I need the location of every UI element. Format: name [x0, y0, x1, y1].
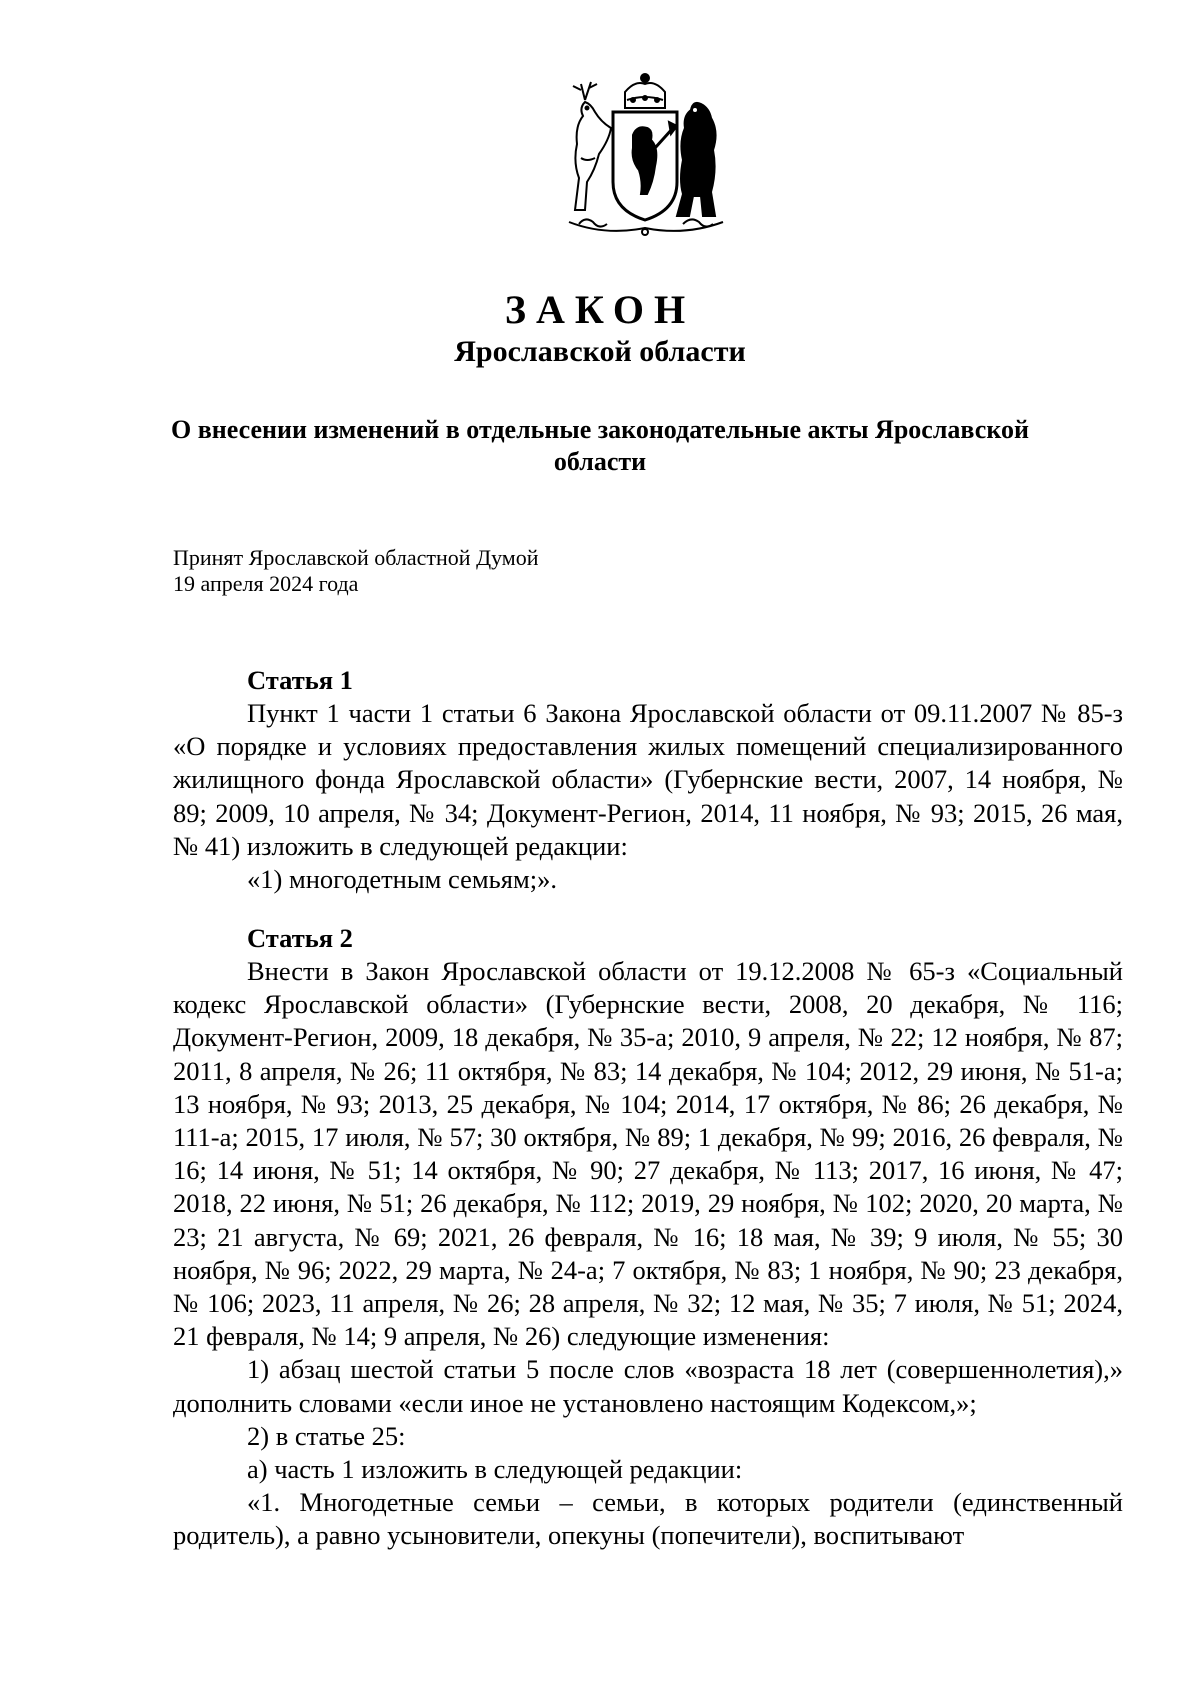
article-paragraph: 1) абзац шестой статьи 5 после слов «возраста 18 лет (совершеннолетия),» дополнить словами «если иное не установлено настоящим Кодексом,»;	[173, 1354, 1123, 1418]
article-paragraph: «1) многодетным семьям;».	[247, 864, 557, 895]
article-heading: Статья 1	[247, 665, 353, 695]
article-paragraph: «1. Многодетные семьи – семьи, в которых родители (единственный родитель), а равно усыновители, опекуны (попечители), воспитывают	[173, 1487, 1123, 1551]
coat-of-arms-icon	[555, 70, 735, 242]
article-paragraph: Пункт 1 части 1 статьи 6 Закона Ярославской области от 09.11.2007 № 85-з «О порядке и условиях предоставления жилых помещений специализированного жилищного фонда Ярославской области» (Губернские вести, 2007, 14 ноября, № 89; 2009, 10 апреля, № 34; Документ-Регион, 2014, 11 ноября, № 93; 2015, 26 мая, № 41) изложить в следующей редакции:	[173, 698, 1123, 861]
adoption-body: Принят Ярославской областной Думой	[173, 545, 539, 570]
article-1	[173, 664, 1123, 896]
adoption-date: 19 апреля 2024 года	[173, 571, 359, 596]
article-paragraph: 2) в статье 25:	[247, 1420, 406, 1451]
article-paragraph: Внести в Закон Ярославской области от 19.12.2008 № 65-з «Социальный кодекс Ярославской области» (Губернские вести, 2008, 20 декабря, № 116; Документ-Регион, 2009, 18 декабря, № 35-а; 2010, 9 апреля, № 22; 12 ноября, № 87; 2011, 8 апреля, № 26; 11 октября, № 83; 14 декабря, № 104; 2012, 29 июня, № 51-а; 13 ноября, № 93; 2013, 25 декабря, № 104; 2014, 17 октября, № 86; 26 декабря, № 111-а; 2015, 17 июля, № 57; 30 октября, № 89; 1 декабря, № 99; 2016, 26 февраля, № 16; 14 июня, № 51; 14 октября, № 90; 27 декабря, № 113; 2017, 16 июня, № 47; 2018, 22 июня, № 51; 26 декабря, № 112; 2019, 29 ноября, № 102; 2020, 20 марта, № 23; 21 августа, № 69; 2021, 26 февраля, № 16; 18 мая, № 39; 9 июля, № 55; 30 ноября, № 96; 2022, 29 марта, № 24-а; 7 октября, № 83; 1 ноября, № 90; 23 декабря, № 106; 2023, 11 апреля, № 26; 28 апреля, № 32; 12 мая, № 35; 7 июля, № 51; 2024, 21 февраля, № 14; 9 апреля, № 26) следующие изменения:	[173, 956, 1123, 1352]
article-paragraph: а) часть 1 изложить в следующей редакции:	[247, 1454, 743, 1485]
adoption-info	[173, 545, 539, 597]
document-subtitle: Ярославской области	[454, 335, 746, 368]
article-heading: Статья 2	[247, 923, 353, 953]
law-name: О внесении изменений в отдельные законодательные акты Ярославской области	[171, 415, 1029, 476]
document-title: ЗАКОН	[504, 287, 696, 332]
article-2	[173, 922, 1123, 1553]
